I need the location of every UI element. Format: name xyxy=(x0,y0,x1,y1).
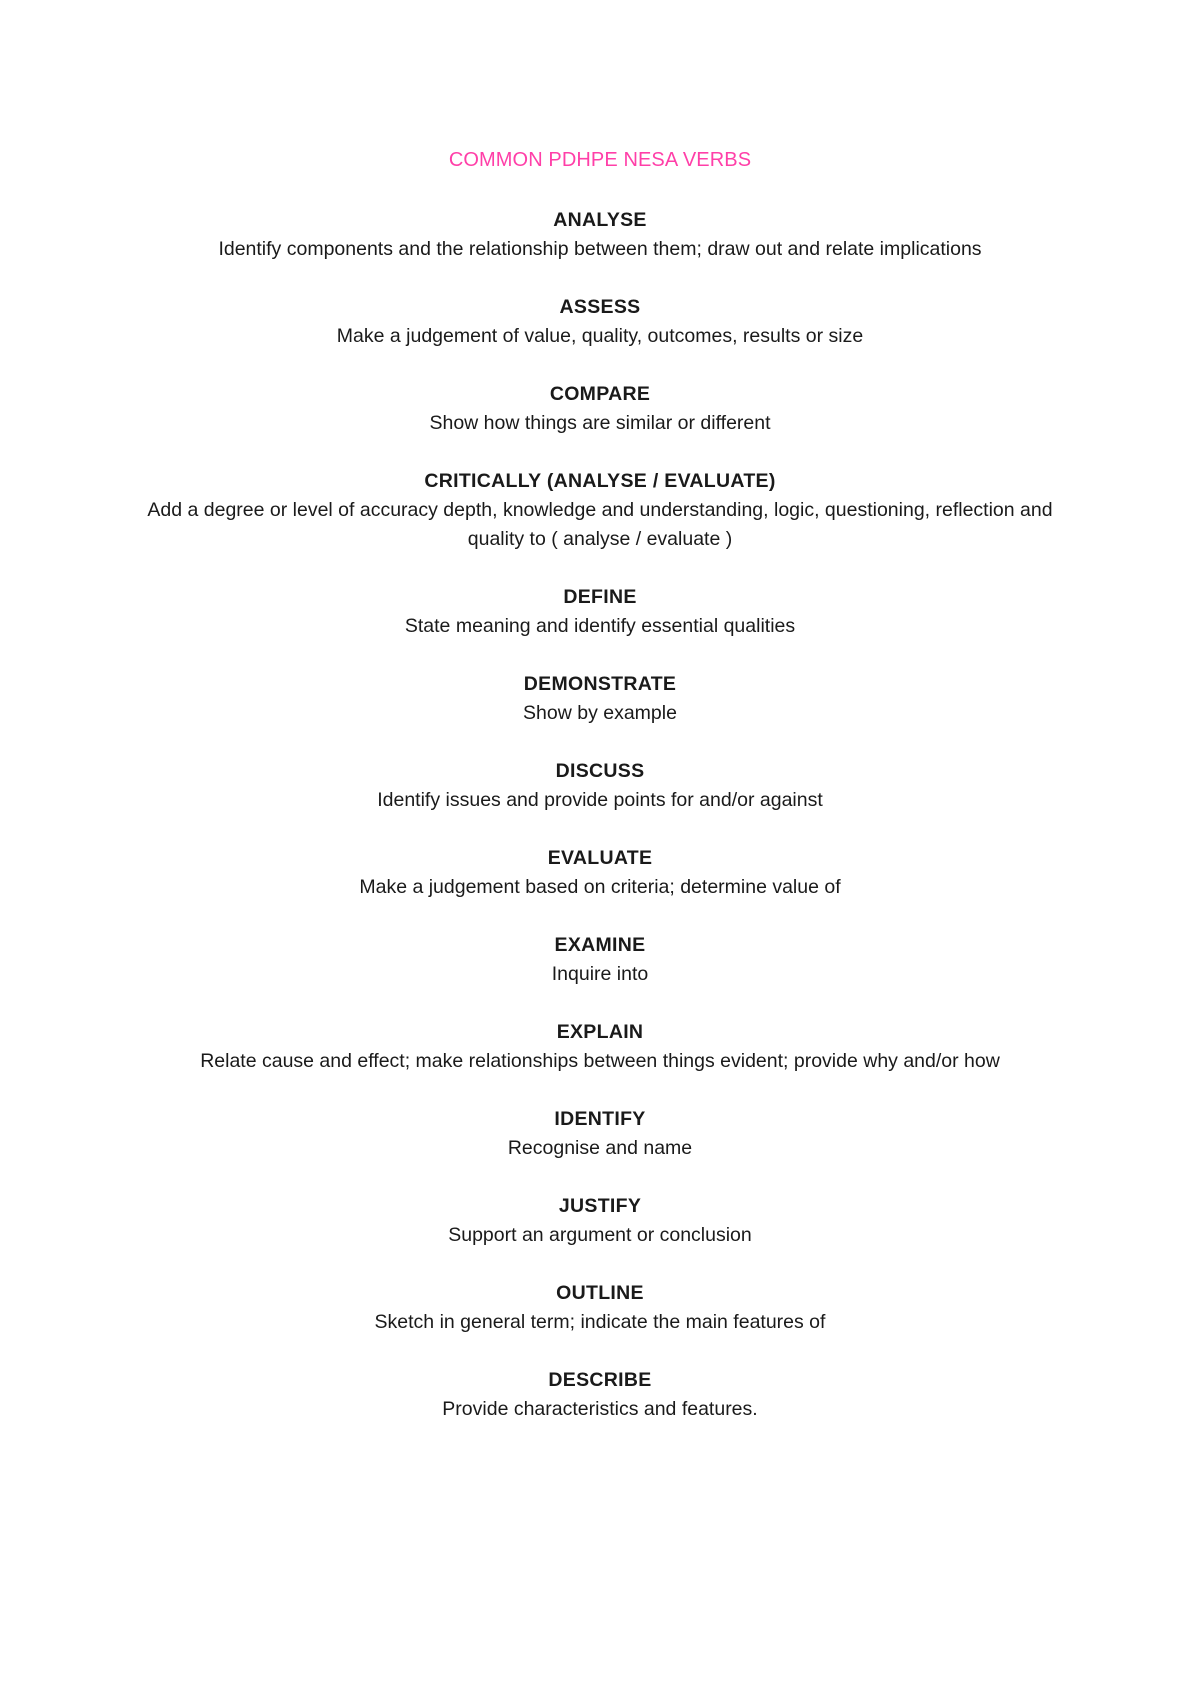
verb-term: DEFINE xyxy=(563,586,637,608)
verb-definition: Provide characteristics and features. xyxy=(442,1398,758,1420)
verb-entry xyxy=(0,1105,1200,1163)
verb-definition: Show by example xyxy=(523,702,677,724)
verb-entry xyxy=(0,293,1200,351)
verb-definition: Recognise and name xyxy=(507,1137,693,1159)
verb-definition: State meaning and identify essential qualities xyxy=(404,615,796,637)
verb-term: IDENTIFY xyxy=(554,1108,646,1130)
verb-term: DEMONSTRATE xyxy=(523,673,677,695)
verb-term: JUSTIFY xyxy=(558,1195,642,1217)
verb-definition: Show how things are similar or different xyxy=(429,412,771,434)
verb-entry xyxy=(0,1366,1200,1424)
verb-definition: Make a judgement of value, quality, outcomes, results or size xyxy=(336,325,864,347)
verb-definition: Identify components and the relationship between them; draw out and relate implications xyxy=(218,238,982,260)
verb-term: DISCUSS xyxy=(555,760,645,782)
verb-entry xyxy=(0,1192,1200,1250)
verb-entry xyxy=(0,467,1200,554)
verb-term: EXAMINE xyxy=(554,934,646,956)
verb-entry xyxy=(0,931,1200,989)
verb-entry xyxy=(0,757,1200,815)
verb-entry xyxy=(0,583,1200,641)
verb-term: OUTLINE xyxy=(556,1282,644,1304)
verb-definition: Inquire into xyxy=(551,963,649,985)
verb-entry xyxy=(0,844,1200,902)
verb-entry xyxy=(0,670,1200,728)
verb-term: EVALUATE xyxy=(547,847,653,869)
verb-entry xyxy=(0,1279,1200,1337)
verb-term: EXPLAIN xyxy=(556,1021,644,1043)
verb-definition: Make a judgement based on criteria; determine value of xyxy=(359,876,841,898)
verb-term: ASSESS xyxy=(559,296,641,318)
verb-definition: Relate cause and effect; make relationships between things evident; provide why and/or how xyxy=(200,1050,1000,1072)
verb-definition: Support an argument or conclusion xyxy=(448,1224,752,1246)
document-title: COMMON PDHPE NESA VERBS xyxy=(448,149,752,171)
verb-definition: Add a degree or level of accuracy depth, knowledge and understanding, logic, questioning, reflection and quality to ( analyse / evaluate ) xyxy=(147,499,1053,550)
verb-entry xyxy=(0,380,1200,438)
verb-definition: Identify issues and provide points for and/or against xyxy=(377,789,823,811)
verb-term: CRITICALLY (ANALYSE / EVALUATE) xyxy=(424,470,776,492)
verb-term: DESCRIBE xyxy=(548,1369,652,1391)
verb-list xyxy=(0,206,1200,1424)
verb-definition: Sketch in general term; indicate the main features of xyxy=(374,1311,826,1333)
verb-term: COMPARE xyxy=(549,383,651,405)
verb-term: ANALYSE xyxy=(553,209,647,231)
verb-entry xyxy=(0,206,1200,264)
verb-entry xyxy=(0,1018,1200,1076)
